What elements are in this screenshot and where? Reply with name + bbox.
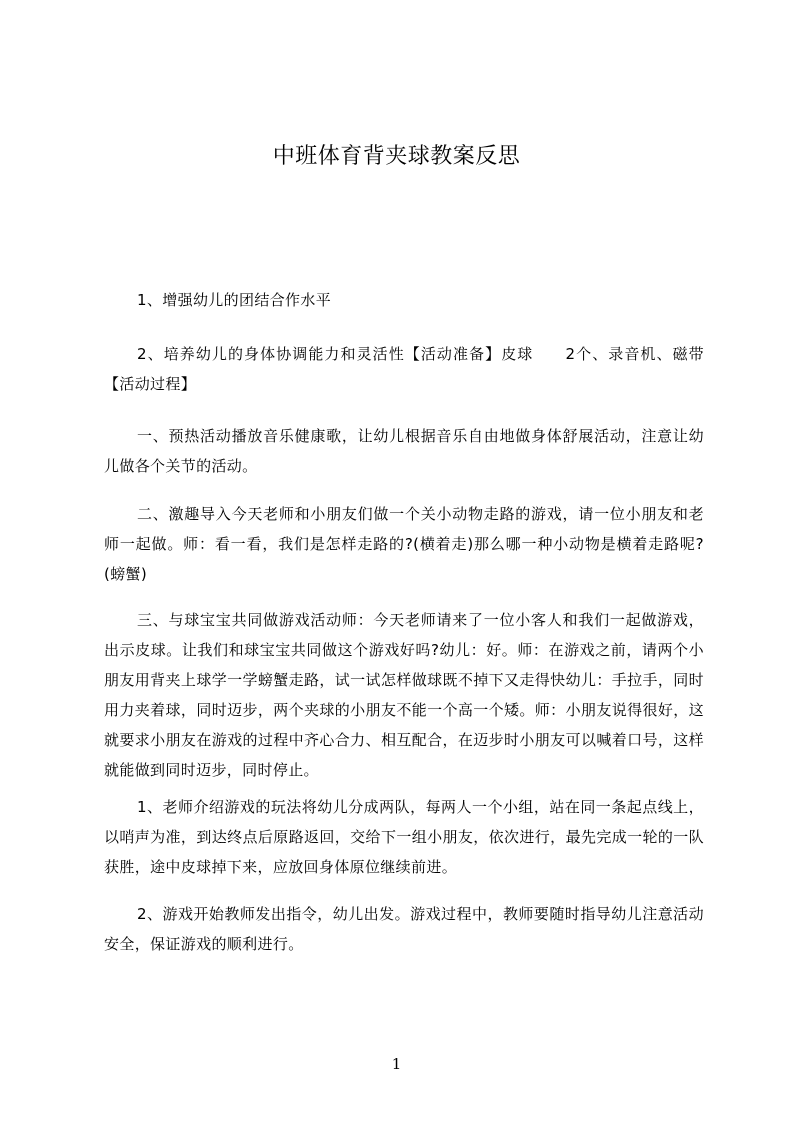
document-title: 中班体育背夹球教案反思: [272, 144, 521, 169]
paragraph-introduction: 二、激趣导入今天老师和小朋友们做一个关小动物走路的游戏，请一位小朋友和老师一起做。师：看一看，我们是怎样走路的?(横着走)那么哪一种小动物是横着走路呢?(螃蟹): [104, 505, 704, 583]
paragraph-game-start: 2、游戏开始教师发出指令，幼儿出发。游戏过程中，教师要随时指导幼儿注意活动安全，保证游戏的顺利进行。: [104, 905, 704, 953]
page-number: 1: [391, 1055, 402, 1073]
paragraph-warm-up: 一、预热活动播放音乐健康歌，让幼儿根据音乐自由地做身体舒展活动，注意让幼儿做各个关节的活动。: [104, 427, 704, 475]
paragraph-goal-2-preparation: 2、培养幼儿的身体协调能力和灵活性【活动准备】皮球 2个、录音机、磁带【活动过程】: [104, 345, 704, 393]
paragraph-game-rules: 1、老师介绍游戏的玩法将幼儿分成两队，每两人一个小组，站在同一条起点线上，以哨声为准，到达终点后原路返回，交给下一组小朋友，依次进行，最先完成一轮的一队获胜，途中皮球掉下来，应放回身体原位继续前进。: [104, 798, 704, 876]
paragraph-goal-1: 1、增强幼儿的团结合作水平: [137, 291, 332, 309]
paragraph-ball-game: 三、与球宝宝共同做游戏活动师：今天老师请来了一位小客人和我们一起做游戏，出示皮球。让我们和球宝宝共同做这个游戏好吗?幼儿：好。师：在游戏之前，请两个小朋友用背夹上球学一学螃蟹走路，试一试怎样做球既不掉下又走得快幼儿：手拉手，同时用力夹着球，同时迈步，两个夹球的小朋友不能一个高一个矮。师：小朋友说得很好，这就要求小朋友在游戏的过程中齐心合力、相互配合，在迈步时小朋友可以喊着口号，这样就能做到同时迈步，同时停止。: [104, 611, 704, 779]
